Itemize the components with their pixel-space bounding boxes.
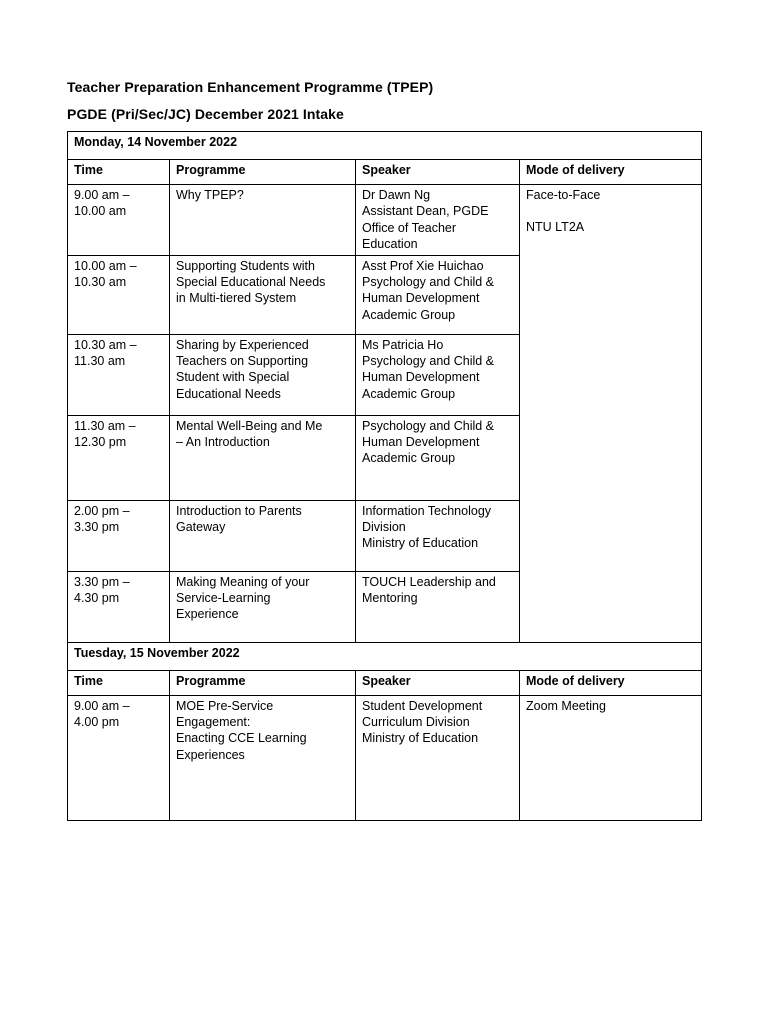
session-speaker: TOUCH Leadership and Mentoring: [356, 571, 520, 642]
table-row: [68, 185, 702, 256]
session-speaker: Psychology and Child & Human Development Academic Group: [356, 415, 520, 500]
column-header-programme: Programme: [170, 160, 356, 185]
session-programme: Why TPEP?: [170, 185, 356, 256]
session-time: 3.30 pm – 4.30 pm: [68, 571, 170, 642]
session-speaker: Asst Prof Xie Huichao Psychology and Child & Human Development Academic Group: [356, 255, 520, 334]
session-time: 2.00 pm – 3.30 pm: [68, 500, 170, 571]
session-time: 11.30 am – 12.30 pm: [68, 415, 170, 500]
session-mode: [520, 185, 702, 643]
column-header-speaker: Speaker: [356, 670, 520, 695]
session-time: 10.00 am – 10.30 am: [68, 255, 170, 334]
column-header-programme: Programme: [170, 670, 356, 695]
day-header-row: [68, 642, 702, 670]
session-speaker: Dr Dawn Ng Assistant Dean, PGDE Office of Teacher Education: [356, 185, 520, 256]
column-header-row: [68, 670, 702, 695]
column-header-mode: Mode of delivery: [520, 670, 702, 695]
column-header-mode: Mode of delivery: [520, 160, 702, 185]
document-title: Teacher Preparation Enhancement Programme (TPEP): [67, 79, 434, 95]
session-speaker: Ms Patricia Ho Psychology and Child & Human Development Academic Group: [356, 334, 520, 415]
mode-venue: NTU LT2A: [526, 220, 585, 235]
column-header-row: [68, 160, 702, 185]
session-speaker: Information Technology Division Ministry of Education: [356, 500, 520, 571]
day-date: Tuesday, 15 November 2022: [68, 642, 702, 670]
document-subtitle: PGDE (Pri/Sec/JC) December 2021 Intake: [67, 106, 344, 122]
session-time: 10.30 am – 11.30 am: [68, 334, 170, 415]
schedule-table: [67, 131, 702, 821]
session-programme: Sharing by Experienced Teachers on Supporting Student with Special Educational Needs: [170, 334, 356, 415]
table-row: [68, 695, 702, 820]
session-programme: Introduction to Parents Gateway: [170, 500, 356, 571]
session-speaker: Student Development Curriculum Division Ministry of Education: [356, 695, 520, 820]
mode-line: Face-to-Face: [526, 188, 601, 202]
session-time: 9.00 am – 4.00 pm: [68, 695, 170, 820]
column-header-time: Time: [68, 670, 170, 695]
session-programme: MOE Pre-Service Engagement: Enacting CCE Learning Experiences: [170, 695, 356, 820]
session-programme: Making Meaning of your Service-Learning Experience: [170, 571, 356, 642]
column-header-time: Time: [68, 160, 170, 185]
session-programme: Supporting Students with Special Educational Needs in Multi-tiered System: [170, 255, 356, 334]
session-mode: Zoom Meeting: [520, 695, 702, 820]
day-header-row: [68, 132, 702, 160]
session-programme: Mental Well-Being and Me – An Introduction: [170, 415, 356, 500]
day-date: Monday, 14 November 2022: [68, 132, 702, 160]
session-time: 9.00 am – 10.00 am: [68, 185, 170, 256]
column-header-speaker: Speaker: [356, 160, 520, 185]
